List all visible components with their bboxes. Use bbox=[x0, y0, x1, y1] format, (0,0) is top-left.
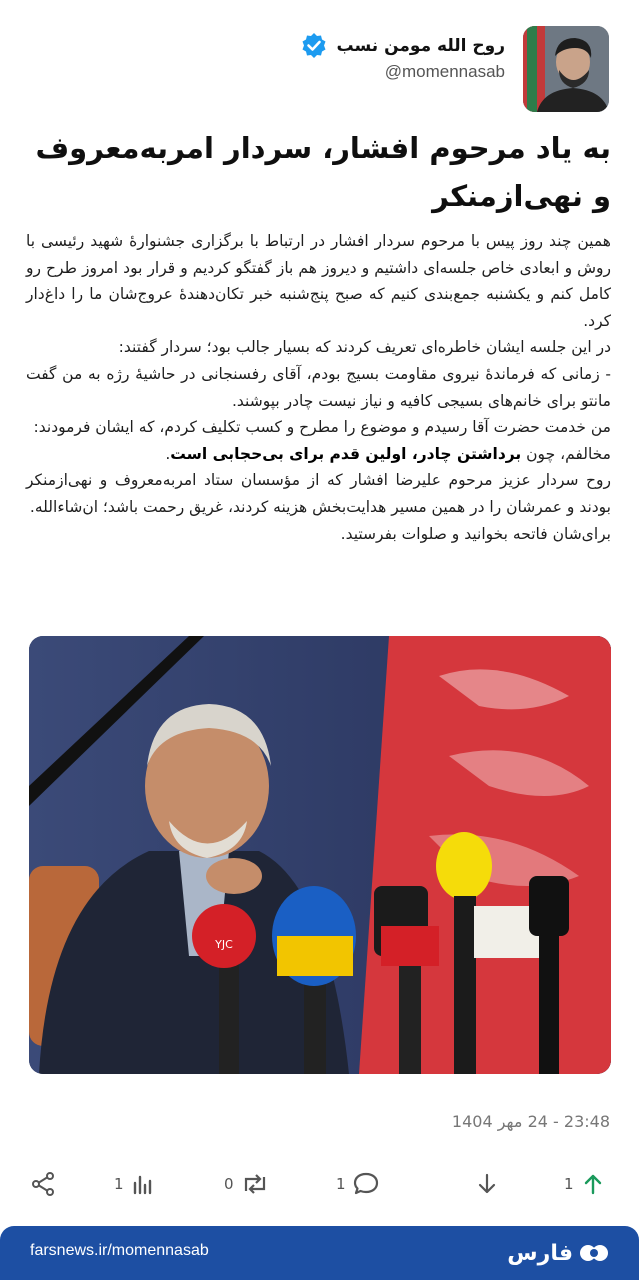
author-name[interactable]: روح الله مومن نسب bbox=[336, 36, 505, 56]
post-paragraph: در این جلسه ایشان خاطره‌ای تعریف کردند که بسیار جالب بود؛ سردار گفتند: bbox=[118, 338, 611, 357]
author-name-row bbox=[300, 32, 505, 60]
upvote-button[interactable] bbox=[564, 1166, 606, 1202]
fars-logo-icon bbox=[579, 1242, 609, 1264]
repost-button[interactable] bbox=[224, 1166, 270, 1202]
downvote-button[interactable] bbox=[474, 1166, 500, 1202]
arrow-up-icon bbox=[580, 1171, 606, 1197]
repost-count: 0 bbox=[224, 1175, 234, 1193]
post-photo[interactable] bbox=[29, 636, 611, 1074]
comment-bubble-icon bbox=[352, 1171, 380, 1197]
post-paragraph: من خدمت حضرت آقا رسیدم و موضوع را مطرح و کسب تکلیف کردم، که ایشان فرمودند: bbox=[33, 418, 611, 437]
author-avatar[interactable] bbox=[523, 26, 609, 112]
repost-icon bbox=[240, 1171, 270, 1197]
action-bar bbox=[0, 1166, 639, 1202]
post-timestamp: 23:48 - 24 مهر 1404 bbox=[451, 1112, 610, 1131]
quote-bold: برداشتن چادر، اولین قدم برای بی‌حجابی است bbox=[170, 444, 522, 463]
views-count: 1 bbox=[114, 1175, 124, 1193]
quote-suffix: . bbox=[165, 444, 171, 463]
share-icon bbox=[30, 1171, 56, 1197]
post-paragraph: روح سردار عزیز مرحوم علیرضا افشار که از مؤسسان ستاد امربه‌معروف و نهی‌ازمنکر بودند و عمرشان را در همین مسیر هدایت‌بخش هزینه کردند، غریق رحمت باشد؛ ان‌شاءالله. bbox=[26, 471, 611, 516]
verified-badge-icon bbox=[300, 32, 328, 60]
footer-bar bbox=[0, 1226, 639, 1280]
press-conference-photo-icon bbox=[29, 636, 611, 1074]
post-paragraph: - زمانی که فرماندهٔ نیروی مقاومت بسیج بودم، آقای رفسنجانی در حاشیهٔ رژه به من گفت مانتو برای خانم‌های بسیجی کافیه و نیاز نیست چادر بپوشند. bbox=[26, 364, 611, 410]
post-body bbox=[26, 228, 611, 547]
post-quote bbox=[26, 441, 611, 468]
post-header bbox=[0, 26, 639, 116]
post-paragraph: برای‌شان فاتحه بخوانید و صلوات بفرستید. bbox=[340, 524, 611, 543]
fars-logo[interactable] bbox=[507, 1236, 609, 1270]
mic-label-yjc: YJC bbox=[215, 938, 233, 951]
footer-url[interactable]: farsnews.ir/momennasab bbox=[30, 1242, 209, 1259]
post-paragraph: همین چند روز پیس با مرحوم سردار افشار در ارتباط با برگزاری جشنوارهٔ شهید رئیسی با روش و ابعادی خاص جلسه‌ای داشتیم و دیروز هم باز گفتگو کردیم و قرار بود امروز طرح رو کامل کنم و یکشنبه جمع‌بندی کنیم که صبح پنج‌شنبه خبر تکان‌دهندهٔ عروج‌شان ما را داغ‌دار کرد. bbox=[26, 232, 611, 330]
share-button[interactable] bbox=[30, 1166, 56, 1202]
views-button[interactable] bbox=[114, 1166, 156, 1202]
upvote-count: 1 bbox=[564, 1175, 574, 1193]
arrow-down-icon bbox=[474, 1171, 500, 1197]
comment-button[interactable] bbox=[336, 1166, 380, 1202]
avatar-portrait-icon bbox=[523, 26, 609, 112]
author-handle[interactable]: @momennasab bbox=[384, 62, 505, 81]
views-chart-icon bbox=[130, 1171, 156, 1197]
post-title: به یاد مرحوم افشار، سردار امربه‌معروف و نهی‌ازمنکر bbox=[35, 131, 611, 213]
quote-prefix: مخالفم، چون bbox=[521, 444, 611, 463]
comment-count: 1 bbox=[336, 1175, 346, 1193]
fars-logo-text: فارس bbox=[507, 1240, 573, 1266]
